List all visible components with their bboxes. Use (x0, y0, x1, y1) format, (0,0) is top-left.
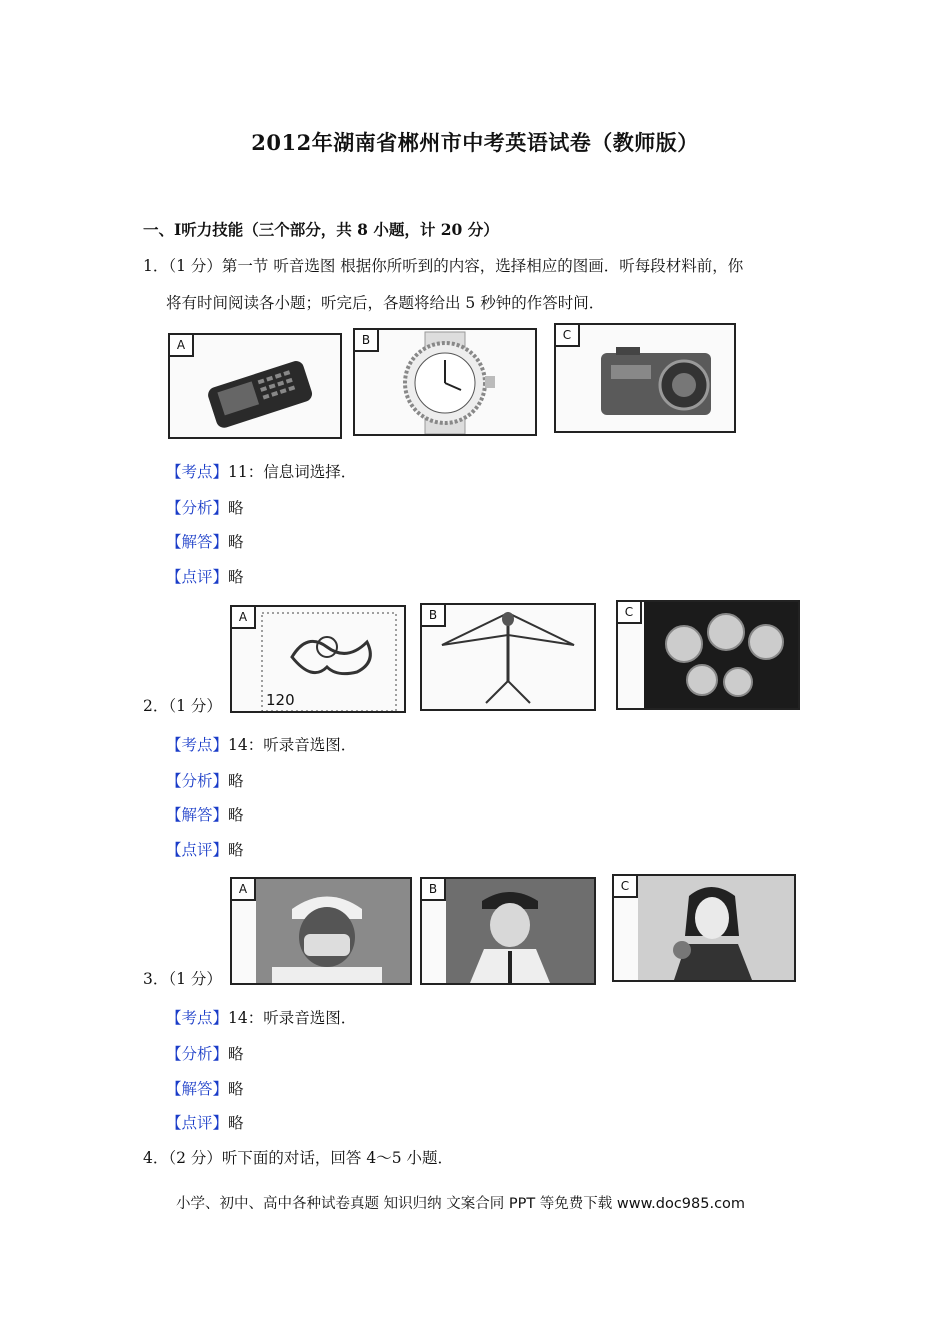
kaodian-tag: 【考点】 (166, 463, 229, 481)
q3-stem: 3．（1 分） (143, 970, 222, 988)
jieda-tag: 【解答】 (166, 806, 229, 824)
option-label: C (612, 874, 638, 898)
q1-dianping (166, 565, 244, 587)
dianping-text: 略 (228, 1114, 244, 1132)
kaodian-text: 14：听录音选图． (228, 1009, 357, 1027)
fenxi-text: 略 (228, 1045, 244, 1063)
jieda-text: 略 (228, 1080, 244, 1098)
camera-icon (556, 325, 734, 431)
q1-option-b-image (353, 328, 537, 436)
woman-icon (614, 876, 794, 980)
q2-jieda (166, 803, 244, 825)
coins-icon (618, 602, 798, 708)
option-label: B (420, 877, 446, 901)
option-label: B (353, 328, 379, 352)
q2-option-a-image (230, 605, 406, 713)
q1-option-a-image (168, 333, 342, 439)
option-label: A (230, 605, 256, 629)
jieda-text: 略 (228, 806, 244, 824)
nurse-icon (232, 879, 410, 983)
q3-option-b-image (420, 877, 596, 985)
q1-kaodian (166, 460, 356, 482)
q1-stem-line1: 1．（1 分）第一节 听音选图 根据你所听到的内容，选择相应的图画．听每段材料前，你 (143, 257, 744, 275)
option-label: C (616, 600, 642, 624)
q2-kaodian (166, 733, 356, 755)
watch-icon (355, 330, 535, 434)
jieda-tag: 【解答】 (166, 1080, 229, 1098)
fenxi-tag: 【分析】 (166, 499, 229, 517)
q1-option-c-image (554, 323, 736, 433)
jieda-tag: 【解答】 (166, 533, 229, 551)
stamp-icon (232, 607, 404, 711)
fenxi-tag: 【分析】 (166, 1045, 229, 1063)
option-label: B (420, 603, 446, 627)
q1-fenxi (166, 496, 244, 518)
fenxi-text: 略 (228, 499, 244, 517)
jieda-text: 略 (228, 533, 244, 551)
q2-fenxi (166, 769, 244, 791)
q2-stem: 2．（1 分） (143, 697, 222, 715)
q3-kaodian (166, 1006, 356, 1028)
q1-jieda (166, 530, 244, 552)
phone-icon (170, 335, 340, 437)
dianping-text: 略 (228, 568, 244, 586)
q3-jieda (166, 1077, 244, 1099)
page-title: 2012年湖南省郴州市中考英语试卷（教师版） (251, 130, 699, 155)
q2-option-c-image (616, 600, 800, 710)
q4-stem: 4．（2 分）听下面的对话，回答 4～5 小题． (143, 1149, 453, 1167)
kaodian-text: 11：信息词选择． (228, 463, 357, 481)
dianping-tag: 【点评】 (166, 568, 229, 586)
q3-fenxi (166, 1042, 244, 1064)
q2-dianping (166, 838, 244, 860)
stamp-value: 120 (266, 691, 295, 709)
option-label: A (230, 877, 256, 901)
q1-stem-line2: 将有时间阅读各小题；听完后，各题将给出 5 秒钟的作答时间． (166, 294, 605, 312)
section-heading: 一、Ⅰ听力技能（三个部分，共 8 小题，计 20 分） (143, 220, 499, 239)
kaodian-tag: 【考点】 (166, 736, 229, 754)
q2-option-b-image (420, 603, 596, 711)
dianping-text: 略 (228, 841, 244, 859)
dianping-tag: 【点评】 (166, 1114, 229, 1132)
q3-dianping (166, 1111, 244, 1133)
page-footer: 小学、初中、高中各种试卷真题 知识归纳 文案合同 PPT 等免费下载 www.doc985.com (176, 1196, 746, 1212)
q3-option-a-image (230, 877, 412, 985)
kaodian-text: 14：听录音选图． (228, 736, 357, 754)
fenxi-text: 略 (228, 772, 244, 790)
kite-icon (422, 605, 594, 709)
q3-option-c-image (612, 874, 796, 982)
police-icon (422, 879, 594, 983)
option-label: A (168, 333, 194, 357)
kaodian-tag: 【考点】 (166, 1009, 229, 1027)
fenxi-tag: 【分析】 (166, 772, 229, 790)
option-label: C (554, 323, 580, 347)
dianping-tag: 【点评】 (166, 841, 229, 859)
